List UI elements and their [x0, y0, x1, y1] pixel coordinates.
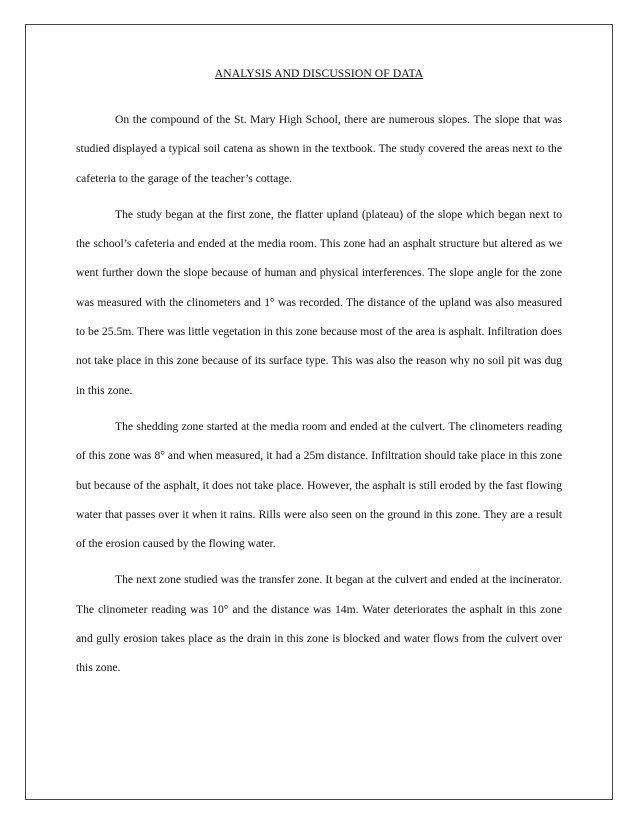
- paragraph-upland-zone: The study began at the first zone, the flatter upland (plateau) of the slope which began next to the school’s cafeteria and ended at the media room. This zone had an asphalt structure but altered as we went further down the slope because of human and physical interferences. The slope angle for the zone was measured with the clinometers and 1° was recorded. The distance of the upland was also measured to be 25.5m. There was little vegetation in this zone because most of the area is asphalt. Infiltration does not take place in this zone because of its surface type. This was also the reason why no soil pit was dug in this zone.: [76, 207, 562, 397]
- paragraph-transfer-zone: The next zone studied was the transfer zone. It began at the culvert and ended at the incinerator. The clinometer reading was 10° and the distance was 14m. Water deteriorates the asphalt in this zone and gully erosion takes place as the drain in this zone is blocked and water flows from the culvert over this zone.: [76, 573, 562, 675]
- paragraph-intro: On the compound of the St. Mary High School, there are numerous slopes. The slope that was studied displayed a typical soil catena as shown in the textbook. The study covered the areas next to the cafeteria to the garage of the teacher’s cottage.: [76, 113, 562, 185]
- document-body: [76, 66, 562, 690]
- page-title: ANALYSIS AND DISCUSSION OF DATA: [214, 67, 424, 80]
- paragraph-shedding-zone: The shedding zone started at the media room and ended at the culvert. The clinometers reading of this zone was 8° and when measured, it had a 25m distance. Infiltration should take place in this zone but because of the asphalt, it does not take place. However, the asphalt is still eroded by the fast flowing water that passes over it when it rains. Rills were also seen on the ground in this zone. They are a result of the erosion caused by the flowing water.: [76, 419, 562, 551]
